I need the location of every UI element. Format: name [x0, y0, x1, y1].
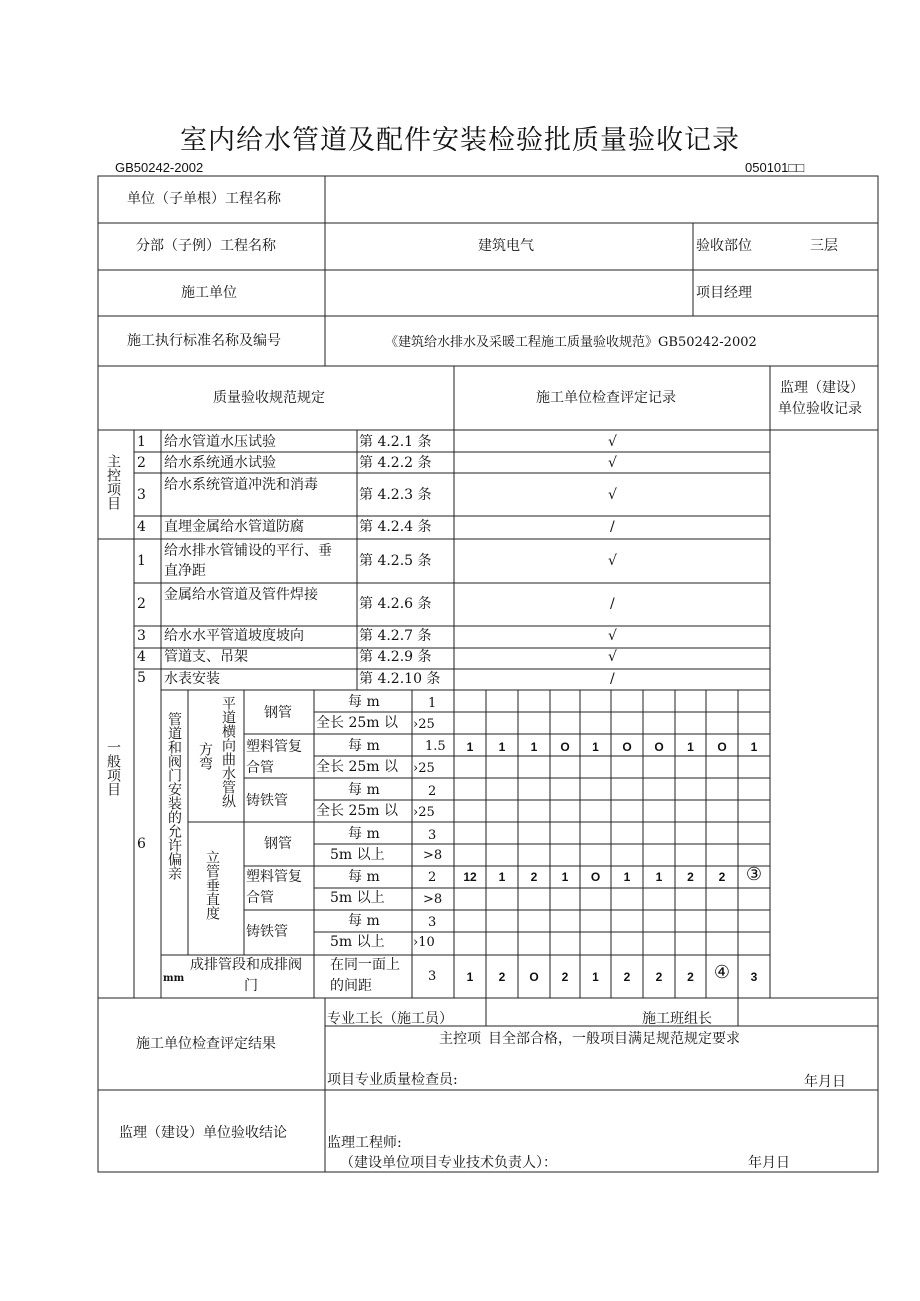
measure-cell: O [529, 970, 539, 984]
cast-iron-pipe-label: 铸铁管 [246, 924, 288, 940]
tolerance: ›25 [413, 717, 435, 732]
measure-cell: 1 [466, 740, 474, 754]
condition-above-5m: 5m 以上 [330, 934, 385, 950]
accept-part-label: 验收部位 [696, 238, 752, 254]
measure-cell: 2 [687, 970, 694, 984]
main-item-clause: 第 4.2.4 条 [359, 519, 432, 535]
tolerance: 2 [428, 784, 437, 799]
measure-cell: 2 [498, 970, 506, 984]
check-column-header: 施工单位检查评定记录 [536, 390, 676, 406]
general-item-mark: / [610, 671, 615, 687]
measure-cell: 2 [623, 970, 631, 984]
form-code: 050101□□ [745, 160, 805, 175]
measure-cell: 2 [687, 870, 694, 884]
tolerance: 3 [428, 828, 437, 843]
tolerance: ›25 [413, 761, 435, 776]
measure-cell: 1 [466, 970, 474, 984]
general-item-clause: 第 4.2.7 条 [359, 628, 432, 644]
vertical-label: 立管垂直度 [204, 850, 220, 920]
measure-cell: 12 [463, 870, 477, 884]
supervision-column-header-1: 监理（建设） [780, 380, 864, 396]
main-item-name: 给水管道水压试验 [164, 434, 276, 450]
tolerance: ›10 [413, 935, 435, 950]
steel-pipe-label: 钢管 [264, 705, 292, 721]
condition-per-m: 每 m [348, 869, 380, 885]
result-text-2: 目全部合格，一般项目满足规范规定要求 [488, 1031, 740, 1047]
supervision-date: 年月日 [748, 1155, 790, 1171]
square-bend-label: 方弯 [197, 742, 213, 770]
plastic-pipe-label: 塑料管复 [246, 739, 302, 755]
project-manager-label: 项目经理 [696, 285, 752, 301]
page-title: 室内给水管道及配件安装检验批质量验收记录 [180, 125, 740, 156]
general-item-name-2: 直净距 [164, 563, 206, 579]
measure-cell: 1 [498, 740, 506, 754]
measure-cell: 1 [530, 740, 538, 754]
condition-per-m: 每 m [348, 738, 380, 754]
tolerance: >8 [423, 892, 443, 907]
measure-cell: 1 [498, 870, 506, 884]
general-item-no: 3 [137, 628, 146, 644]
tolerance: 1 [428, 696, 437, 711]
standard-value: 《建筑给水排水及采暖工程施工质量验收规范》GB50242-2002 [385, 335, 757, 350]
row-layout-name: 成排管段和成排阀 [190, 957, 302, 973]
general-item-name: 管道支、吊架 [164, 649, 248, 665]
main-control-label: 主控项目 [105, 454, 121, 510]
unit-project-label: 单位（子单根）工程名称 [127, 191, 281, 207]
tolerance: 2 [428, 870, 437, 885]
measure-cell: 1 [592, 970, 599, 984]
general-item-mark: / [610, 596, 615, 612]
unit-mm: mm [163, 973, 185, 984]
condition-full-25m: 全长 25m 以 [316, 803, 398, 819]
general-item-6-no: 6 [137, 836, 146, 852]
measure-cell: 3 [750, 970, 758, 984]
general-item-name: 给水水平管道坡度坡向 [164, 628, 304, 644]
general-item-clause: 第 4.2.10 条 [359, 671, 441, 687]
general-item-no: 2 [137, 596, 146, 612]
result-date: 年月日 [804, 1074, 846, 1090]
main-item-mark: √ [608, 434, 617, 450]
measure-cell: 1 [623, 870, 631, 884]
general-item-no: 1 [137, 553, 146, 569]
accept-part-value: 三层 [810, 238, 838, 254]
measure-cell: 2 [655, 970, 663, 984]
main-item-name: 给水系统通水试验 [164, 455, 276, 471]
plastic-pipe-label-2: 合管 [246, 760, 274, 776]
measure-cell: O [590, 870, 601, 884]
plastic-pipe-label: 塑料管复 [246, 869, 302, 885]
supervision-column-header-2: 单位验收记录 [778, 401, 862, 417]
supervising-engineer-label: 监理工程师: [327, 1135, 402, 1151]
measure-cell: 2 [530, 870, 538, 884]
main-item-mark: √ [608, 487, 617, 503]
measure-cell: ④ [713, 962, 731, 983]
main-item-mark: √ [608, 455, 617, 471]
measure-cell: O [622, 740, 632, 754]
main-item-name: 直埋金属给水管道防腐 [164, 519, 304, 535]
item6-category-label: 管道和阀门安装的允许偏亲 [166, 712, 182, 880]
construction-unit-label: 施工单位 [181, 285, 237, 301]
supervision-conclusion-label: 监理（建设）单位验收结论 [119, 1125, 287, 1141]
horizontal-bend-label: 平道横向曲水管纵 [220, 696, 236, 808]
condition-above-5m: 5m 以上 [330, 847, 385, 863]
measure-cell: 2 [561, 970, 569, 984]
tolerance: >8 [423, 848, 443, 863]
main-item-no: 2 [137, 455, 146, 471]
main-item-no: 3 [137, 487, 146, 503]
general-item-mark: √ [608, 553, 617, 569]
measure-cell: O [717, 740, 727, 754]
row-layout-condition-2: 的间距 [330, 978, 372, 994]
general-item-name: 金属给水管道及管件焊接 [164, 587, 318, 603]
main-item-name: 给水系统管道冲洗和消毒 [164, 477, 318, 493]
measure-cell: ③ [745, 864, 763, 885]
spec-column-header: 质量验收规范规定 [213, 390, 325, 406]
main-item-clause: 第 4.2.2 条 [359, 455, 432, 471]
condition-full-25m: 全长 25m 以 [316, 715, 398, 731]
tolerance: ›25 [413, 805, 435, 820]
main-item-no: 1 [137, 434, 146, 450]
main-item-clause: 第 4.2.1 条 [359, 434, 432, 450]
general-item-clause: 第 4.2.9 条 [359, 649, 432, 665]
measure-cell: 1 [750, 740, 758, 754]
general-item-mark: √ [608, 628, 617, 644]
general-item-mark: √ [608, 649, 617, 665]
condition-full-25m: 全长 25m 以 [316, 759, 398, 775]
standard-label: 施工执行标准名称及编号 [127, 333, 281, 349]
row-layout-name-2: 门 [244, 978, 258, 994]
team-leader-label: 施工班组长 [642, 1011, 712, 1027]
tolerance: 3 [428, 915, 437, 930]
general-items-label: 一般项目 [105, 740, 121, 796]
result-text-1: 主控项 [439, 1031, 481, 1047]
measure-cell: 2 [718, 870, 726, 884]
foreman-label: 专业工长（施工员） [327, 1011, 453, 1027]
condition-per-m: 每 m [348, 913, 380, 929]
general-item-no: 5 [137, 670, 146, 686]
sub-project-value: 建筑电气 [478, 238, 534, 254]
measure-cell: O [560, 740, 570, 754]
standard-code: GB50242-2002 [115, 160, 204, 175]
tolerance: 3 [428, 969, 437, 984]
main-item-mark: / [610, 519, 615, 535]
general-item-clause: 第 4.2.5 条 [359, 553, 432, 569]
owner-technical-lead-label: （建设单位项目专业技术负责人）： [340, 1155, 557, 1171]
quality-inspector-label: 项目专业质量检查员: [327, 1072, 458, 1088]
cast-iron-pipe-label: 铸铁管 [246, 793, 288, 809]
main-item-clause: 第 4.2.3 条 [359, 487, 432, 503]
row-layout-condition: 在同一面上 [330, 957, 400, 973]
steel-pipe-label: 钢管 [264, 836, 292, 852]
condition-per-m: 每 m [348, 782, 380, 798]
measure-cell: 1 [687, 740, 694, 754]
measure-cell: 1 [592, 740, 599, 754]
measure-cell: 1 [655, 870, 663, 884]
measure-cell: 1 [561, 870, 569, 884]
sub-project-label: 分部（子例）工程名称 [136, 238, 276, 254]
general-item-name: 给水排水管铺设的平行、垂 [164, 543, 332, 559]
plastic-pipe-label-2: 合管 [246, 890, 274, 906]
condition-per-m: 每 m [348, 826, 380, 842]
general-item-no: 4 [137, 649, 146, 665]
general-item-name: 水表安装 [164, 671, 220, 687]
condition-above-5m: 5m 以上 [330, 890, 385, 906]
condition-per-m: 每 m [348, 694, 380, 710]
construction-result-label: 施工单位检查评定结果 [136, 1036, 276, 1052]
measure-cell: O [654, 740, 664, 754]
main-item-no: 4 [137, 519, 146, 535]
tolerance: 1.5 [425, 739, 446, 754]
general-item-clause: 第 4.2.6 条 [359, 596, 432, 612]
